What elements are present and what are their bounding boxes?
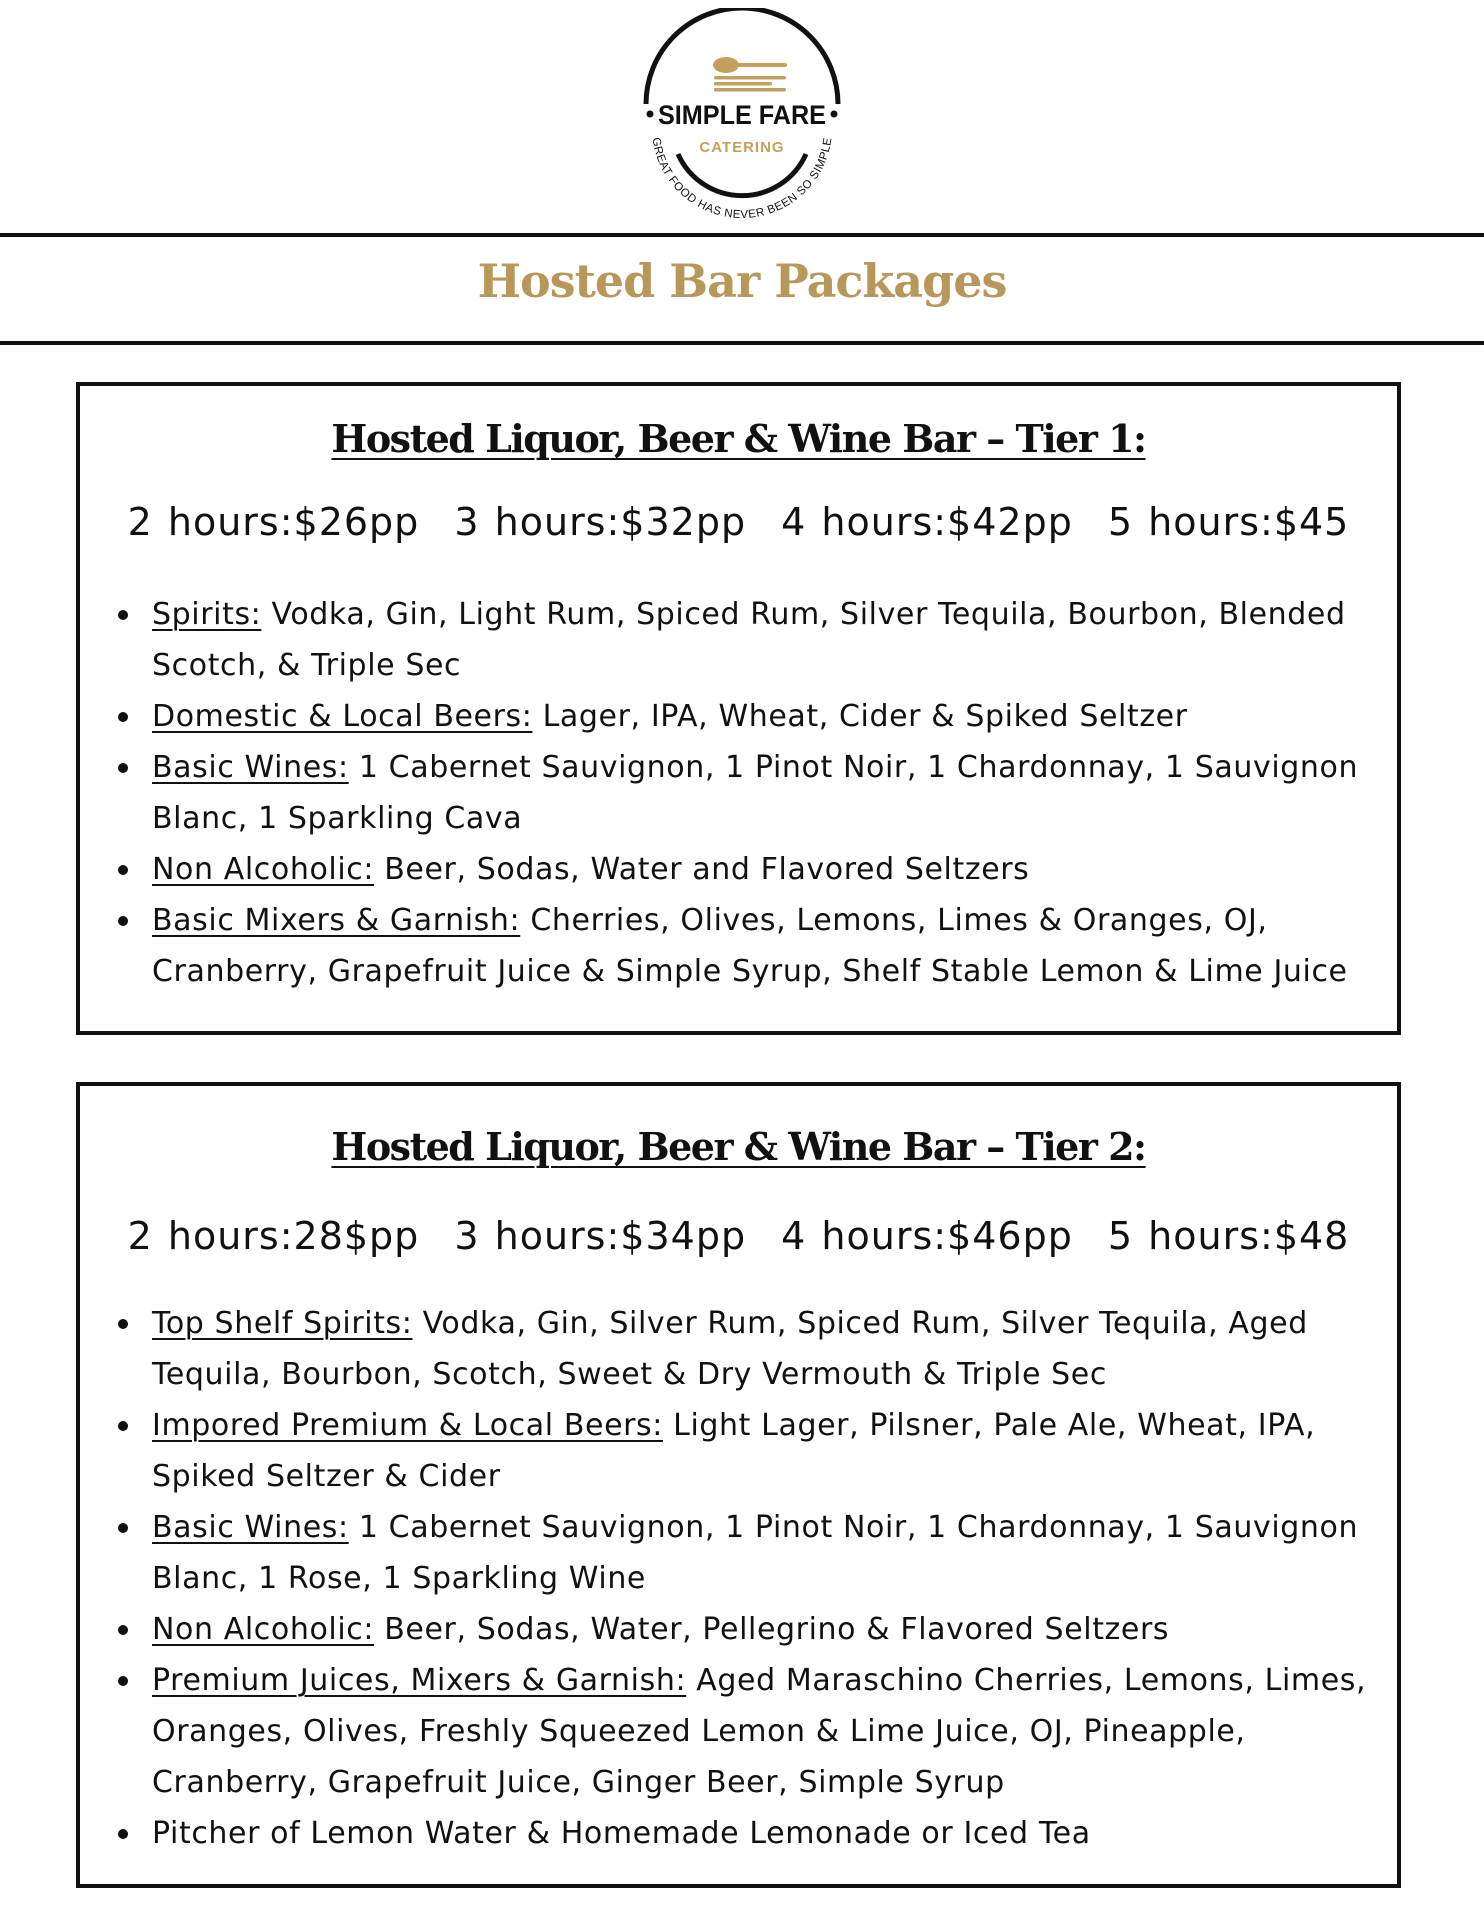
price-3-hours: 3 hours:$32pp — [454, 500, 747, 544]
item-label: Non Alcoholic: — [152, 852, 375, 887]
package-items — [152, 589, 1377, 997]
price-3-hours: 3 hours:$34pp — [454, 1214, 747, 1258]
item-label: Top Shelf Spirits: — [152, 1306, 413, 1341]
list-item — [152, 1298, 1377, 1400]
page-title: Hosted Bar Packages — [477, 254, 1007, 308]
list-item — [152, 1604, 1377, 1655]
item-label: Spirits: — [152, 597, 262, 632]
item-text: Beer, Sodas, Water and Flavored Seltzers — [374, 852, 1030, 887]
list-item — [152, 844, 1377, 895]
spoon-fork-icon — [713, 57, 787, 92]
item-text: Light Lager, Pilsner, Pale Ale, Wheat, IPA, Spiked Seltzer & Cider — [152, 1408, 1316, 1494]
item-label: Basic Wines: — [152, 750, 349, 785]
price-row — [80, 500, 1397, 544]
list-item — [152, 691, 1377, 742]
package-tier-1 — [76, 382, 1401, 1035]
list-item — [152, 1502, 1377, 1604]
list-item — [152, 1655, 1377, 1808]
item-label: Domestic & Local Beers: — [152, 699, 533, 734]
logo-tagline: GREAT FOOD HAS NEVER BEEN SO SIMPLE — [649, 136, 835, 222]
item-label: Basic Mixers & Garnish: — [152, 903, 521, 938]
price-4-hours: 4 hours:$46pp — [781, 1214, 1073, 1258]
item-text: Pitcher of Lemon Water & Homemade Lemonade or Iced Tea — [152, 1816, 1091, 1851]
item-text: Vodka, Gin, Light Rum, Spiced Rum, Silver Tequila, Bourbon, Blended Scotch, & Triple Sec — [152, 597, 1346, 683]
list-item — [152, 1808, 1377, 1859]
package-items — [152, 1298, 1377, 1859]
item-label: Premium Juices, Mixers & Garnish: — [152, 1663, 687, 1698]
price-2-hours: 2 hours:28$pp — [127, 1214, 420, 1258]
simple-fare-logo — [630, 8, 854, 232]
price-5-hours: 5 hours:$45 — [1107, 500, 1350, 544]
top-divider — [0, 233, 1484, 237]
logo-sub: CATERING — [699, 139, 785, 156]
item-label: Impored Premium & Local Beers: — [152, 1408, 663, 1443]
item-text: Cherries, Olives, Lemons, Limes & Oranges, OJ, Cranberry, Grapefruit Juice & Simple Syrup, Shelf Stable Lemon & Lime Juice — [152, 903, 1348, 989]
list-item — [152, 1400, 1377, 1502]
list-item — [152, 742, 1377, 844]
price-row — [80, 1214, 1397, 1258]
price-2-hours: 2 hours:$26pp — [127, 500, 420, 544]
item-text: Vodka, Gin, Silver Rum, Spiced Rum, Silver Tequila, Aged Tequila, Bourbon, Scotch, Sweet & Dry Vermouth & Triple Sec — [152, 1306, 1308, 1392]
package-title: Hosted Liquor, Beer & Wine Bar – Tier 1: — [331, 416, 1146, 461]
item-text: 1 Cabernet Sauvignon, 1 Pinot Noir, 1 Chardonnay, 1 Sauvignon Blanc, 1 Sparkling Cava — [152, 750, 1359, 836]
list-item — [152, 589, 1377, 691]
logo-brand: SIMPLE FARE — [658, 100, 826, 130]
price-4-hours: 4 hours:$42pp — [781, 500, 1073, 544]
package-tier-2 — [76, 1082, 1401, 1888]
package-title: Hosted Liquor, Beer & Wine Bar – Tier 2: — [331, 1124, 1146, 1169]
item-text: Beer, Sodas, Water, Pellegrino & Flavored Seltzers — [374, 1612, 1170, 1647]
item-text: Aged Maraschino Cherries, Lemons, Limes, Oranges, Olives, Freshly Squeezed Lemon & Lime Juice, OJ, Pineapple, Cranberry, Grapefruit Juice, Ginger Beer, Simple Syrup — [152, 1663, 1367, 1800]
price-5-hours: 5 hours:$48 — [1107, 1214, 1350, 1258]
item-label: Basic Wines: — [152, 1510, 349, 1545]
list-item — [152, 895, 1377, 997]
item-text: 1 Cabernet Sauvignon, 1 Pinot Noir, 1 Chardonnay, 1 Sauvignon Blanc, 1 Rose, 1 Sparkling Wine — [152, 1510, 1359, 1596]
bottom-divider — [0, 341, 1484, 345]
item-label: Non Alcoholic: — [152, 1612, 375, 1647]
item-text: Lager, IPA, Wheat, Cider & Spiked Seltzer — [532, 699, 1188, 734]
